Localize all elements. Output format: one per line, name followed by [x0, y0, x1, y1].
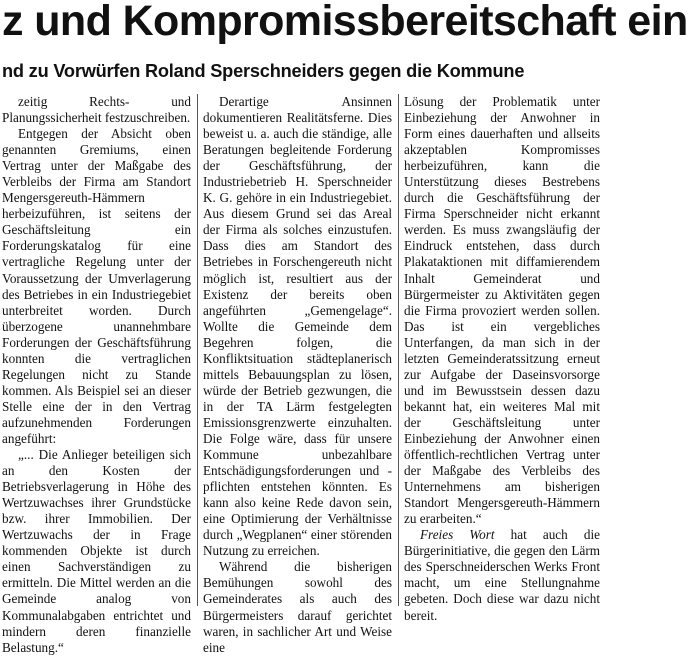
- closing-paragraph: [404, 527, 600, 623]
- paragraph: Lösung der Problematik unter Einbeziehung der Anwohner in Form eines dauerhaften und allseits akzeptablen Kompromisses herbeizuführen, kann die Unterstützung dieses Bestrebens durch die Geschäftsführung der Firma Sperschneider nicht erkannt werden. Es muss zwangsläufig der Eindruck entstehen, dass durch Plakataktionen mit diffamierendem Inhalt Gemeinderat und Bürgermeister zu Aktivitäten gegen die Firma provoziert werden sollen. Das ist ein vergebliches Unterfangen, da man sich in der letzten Gemeinderatssitzung erneut zur Aufgabe der Daseinsvorsorge und im Bewusstsein dessen dazu bekannt hat, ein weiteres Mal mit der Geschäftsleitung unter Einbeziehung der Anwohner einen öffentlich-rechtlichen Vertrag unter der Maßgabe des Verbleibs des Unternehmens am bisherigen Standort Mengersgereuth-Hämmern zu erarbeiten.“: [404, 94, 600, 527]
- paragraph: Derartige Ansinnen dokumentieren Realitätsferne. Dies beweist u. a. auch die ständige, alle Beratungen begleitende Forderung der Geschäftsführung, der Industriebetrieb H. Sperschneider K. G. gehöre in ein Industriegebiet. Aus diesem Grund sei das Areal der Firma als solches einzustufen. Dass dies am Standort des Betriebes in Forschengereuth nicht möglich ist, resultiert aus der Existenz der bereits oben angeführten „Gemengelage“. Wollte die Gemeinde dem Begehren folgen, die Konfliktsituation städteplanerisch mittels Bebauungsplan zu lösen, würde der Betrieb gezwungen, die in der TA Lärm festgelegten Emissionsgrenzwerte einzuhalten. Die Folge wäre, dass für unsere Kommune unbezahlbare Entschädigungsforderungen und -pflichten entstehen könnten. Es kann also keine Rede davon sein, eine Optimierung der Verhältnisse durch „Wegplanen“ einer störenden Nutzung zu erreichen.: [203, 94, 392, 559]
- paragraph: Entgegen der Absicht oben genannten Gremiums, einen Vertrag unter der Maßgabe des Verbleibs der Firma am Standort Mengersgereuth-Hämmern herbeizuführen, ist seitens der Geschäftsleitung ein Forderungskatalog für eine vertragliche Regelung unter der Voraussetzung der Umverlagerung des Betriebes in ein Industriegebiet unterbreitet worden. Durch überzogene unannehmbare Forderungen der Geschäftsführung konnten die vertraglichen Regelungen nicht zu Stande kommen. Als Beispiel sei an dieser Stelle eine der in den Vertrag aufzunehmenden Forderungen angeführt:: [2, 126, 191, 446]
- column-divider: [197, 94, 198, 606]
- article-column-3: [404, 94, 600, 623]
- article-column-1: [2, 94, 191, 655]
- paragraph-text: hat auch die Bürgerinitiative, die gegen den Lärm des Sperschneiderschen Werks Front macht, um eine Stellungnahme gebeten. Doch diese war dazu nicht bereit.: [404, 527, 600, 623]
- paragraph: zeitig Rechts- und Planungssicherheit festzuschreiben.: [2, 94, 191, 126]
- quote-paragraph: „... Die Anlieger beteiligen sich an den Kosten der Betriebsverlagerung in Höhe des Wertzuwachses ihrer Grundstücke bzw. ihrer Immobilien. Der Wertzuwachs der in Frage kommenden Objekte ist durch einen Sachverständigen zu ermitteln. Die Mittel werden an die Gemeinde analog von Kommunalabgaben entrichtet und mindern deren finanzielle Belastung.“: [2, 447, 191, 655]
- article-column-2: [203, 94, 392, 655]
- headline: z und Kompromissbereitschaft ein: [2, 0, 688, 45]
- column-divider: [398, 94, 399, 606]
- subheadline: nd zu Vorwürfen Roland Sperschneiders gegen die Kommune: [2, 61, 525, 81]
- paragraph: Während die bisherigen Bemühungen sowohl des Gemeinderates als auch des Bürgermeisters darauf gerichtet waren, in sachlicher Art und Weise eine: [203, 559, 392, 655]
- publication-name: Freies Wort: [420, 527, 495, 543]
